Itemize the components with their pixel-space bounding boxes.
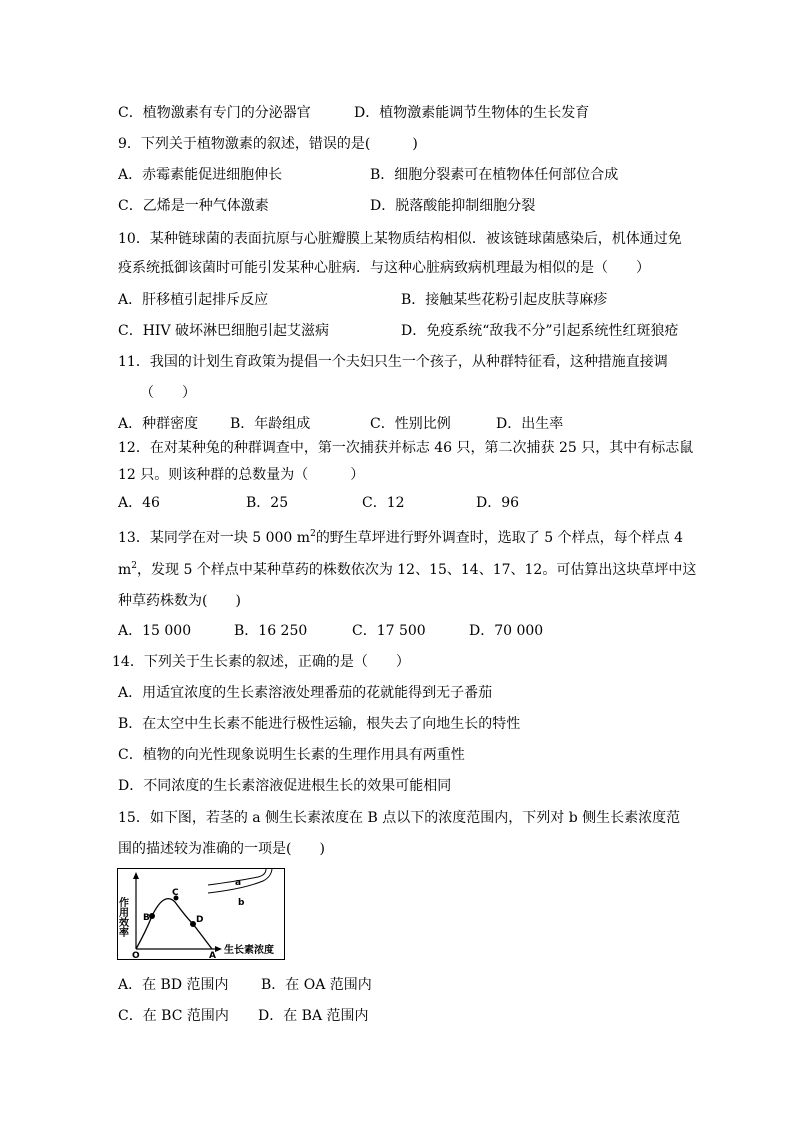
q9-option-b: B．细胞分裂素可在植物体任何部位合成 xyxy=(370,167,619,183)
q12-option-b: B．25 xyxy=(246,495,289,511)
q14-option-c: C．植物的向光性现象说明生长素的生理作用具有两重性 xyxy=(118,747,465,763)
q13-stem-line-1-b: 的野生草坪进行野外调查时，选取了 5 个样点，每个样点 4 xyxy=(315,530,683,546)
q10-stem-line-1: 10．某种链球菌的表面抗原与心脏瓣膜上某物质结构相似．被该链球菌感染后，机体通过免 xyxy=(118,231,682,247)
x-axis-arrow xyxy=(215,946,222,952)
label-a: A xyxy=(209,951,216,961)
q11-stem-line-1: 11．我国的计划生育政策为提倡一个夫妇只生一个孩子，从种群特征看，这种措施直接调 xyxy=(118,354,668,370)
q15-stem-line-2: 围的描述较为准确的一项是( ) xyxy=(118,841,325,857)
q13-stem-line-3: 种草药株数为( ) xyxy=(118,593,241,609)
q15-stem-line-1: 15．如下图，若茎的 a 侧生长素浓度在 B 点以下的浓度范围内，下列对 b 侧生长素浓度范 xyxy=(118,810,681,826)
stem-label-b: b xyxy=(238,898,245,908)
y-axis-label: 作用效率 xyxy=(116,897,128,937)
growth-hormone-figure xyxy=(117,868,285,960)
q15-option-a: A．在 BD 范围内 xyxy=(118,977,229,993)
q9-stem: 9．下列关于植物激素的叙述，错误的是( ) xyxy=(118,136,418,152)
q12-option-c: C．12 xyxy=(362,495,405,511)
q9-option-c: C．乙烯是一种气体激素 xyxy=(118,198,269,214)
q13-option-c: C．17 500 xyxy=(352,623,426,639)
q13-option-b: B．16 250 xyxy=(234,623,308,639)
q12-option-d: D．96 xyxy=(476,495,520,511)
q13-stem-line-1-a: 13．某同学在对一块 5 000 m xyxy=(118,530,311,546)
q11-stem-line-2: （ ） xyxy=(140,385,196,401)
q15-option-d: D．在 BA 范围内 xyxy=(258,1008,369,1024)
q10-option-d: D．免疫系统“敌我不分”引起系统性红斑狼疮 xyxy=(401,323,679,339)
q13-option-a: A．15 000 xyxy=(118,623,192,639)
q13-stem-line-1 xyxy=(118,528,683,548)
q8-option-d: D．植物激素能调节生物体的生长发育 xyxy=(354,105,590,121)
q9-option-a: A．赤霉素能促进细胞伸长 xyxy=(118,167,283,183)
q12-stem-line-1: 12．在对某种兔的种群调查中，第一次捕获并标志 46 只，第二次捕获 25 只，其中有标志鼠 xyxy=(118,440,694,456)
q13-stem-line-2 xyxy=(118,560,696,580)
q11-option-d: D．出生率 xyxy=(496,416,564,432)
q12-stem-line-2: 12 只。则该种群的总数量为（ ） xyxy=(118,467,365,483)
y-axis-arrow xyxy=(133,872,139,879)
q14-option-b: B．在太空中生长素不能进行极性运输，根失去了向地生长的特性 xyxy=(118,716,521,732)
q13-option-d: D．70 000 xyxy=(469,623,544,639)
label-b: B xyxy=(143,913,150,923)
q10-option-c: C．HIV 破坏淋巴细胞引起艾滋病 xyxy=(118,323,330,339)
q14-stem: 14．下列关于生长素的叙述，正确的是（ ） xyxy=(112,654,410,670)
q9-option-d: D．脱落酸能抑制细胞分裂 xyxy=(370,198,536,214)
q14-option-d: D．不同浓度的生长素溶液促进根生长的效果可能相同 xyxy=(118,778,452,794)
q11-option-c: C．性别比例 xyxy=(370,416,451,432)
label-o: O xyxy=(132,951,140,961)
q13-stem-line-2-a: m xyxy=(118,562,132,578)
q15-option-c: C．在 BC 范围内 xyxy=(118,1008,229,1024)
label-c: C xyxy=(172,888,179,898)
q11-option-a: A．种群密度 xyxy=(118,416,199,432)
figure-svg xyxy=(118,869,284,959)
q12-option-a: A．46 xyxy=(118,495,160,511)
q11-option-b: B．年龄组成 xyxy=(230,416,311,432)
label-d: D xyxy=(196,915,204,925)
point-b-marker xyxy=(149,913,155,919)
q14-option-a: A．用适宜浓度的生长素溶液处理番茄的花就能得到无子番茄 xyxy=(118,685,493,701)
q10-option-b: B．接触某些花粉引起皮肤荨麻疹 xyxy=(401,292,608,308)
q8-option-c: C．植物激素有专门的分泌器官 xyxy=(118,105,311,121)
q13-stem-line-2-sup: 2 xyxy=(131,561,138,571)
stem-label-a: a xyxy=(235,878,242,888)
x-axis-label: 生长素浓度 xyxy=(224,945,274,956)
q15-option-b: B．在 OA 范围内 xyxy=(261,977,372,993)
q13-stem-line-2-b: ，发现 5 个样点中某种草药的株数依次为 12、15、14、17、12。可估算出这块草坪中这 xyxy=(137,562,697,578)
q10-stem-line-2: 疫系统抵御该菌时可能引发某种心脏病．与这种心脏病致病机理最为相似的是（ ） xyxy=(118,260,650,276)
q13-stem-line-1-sup: 2 xyxy=(310,529,316,539)
q10-option-a: A．肝移植引起排斥反应 xyxy=(118,292,269,308)
